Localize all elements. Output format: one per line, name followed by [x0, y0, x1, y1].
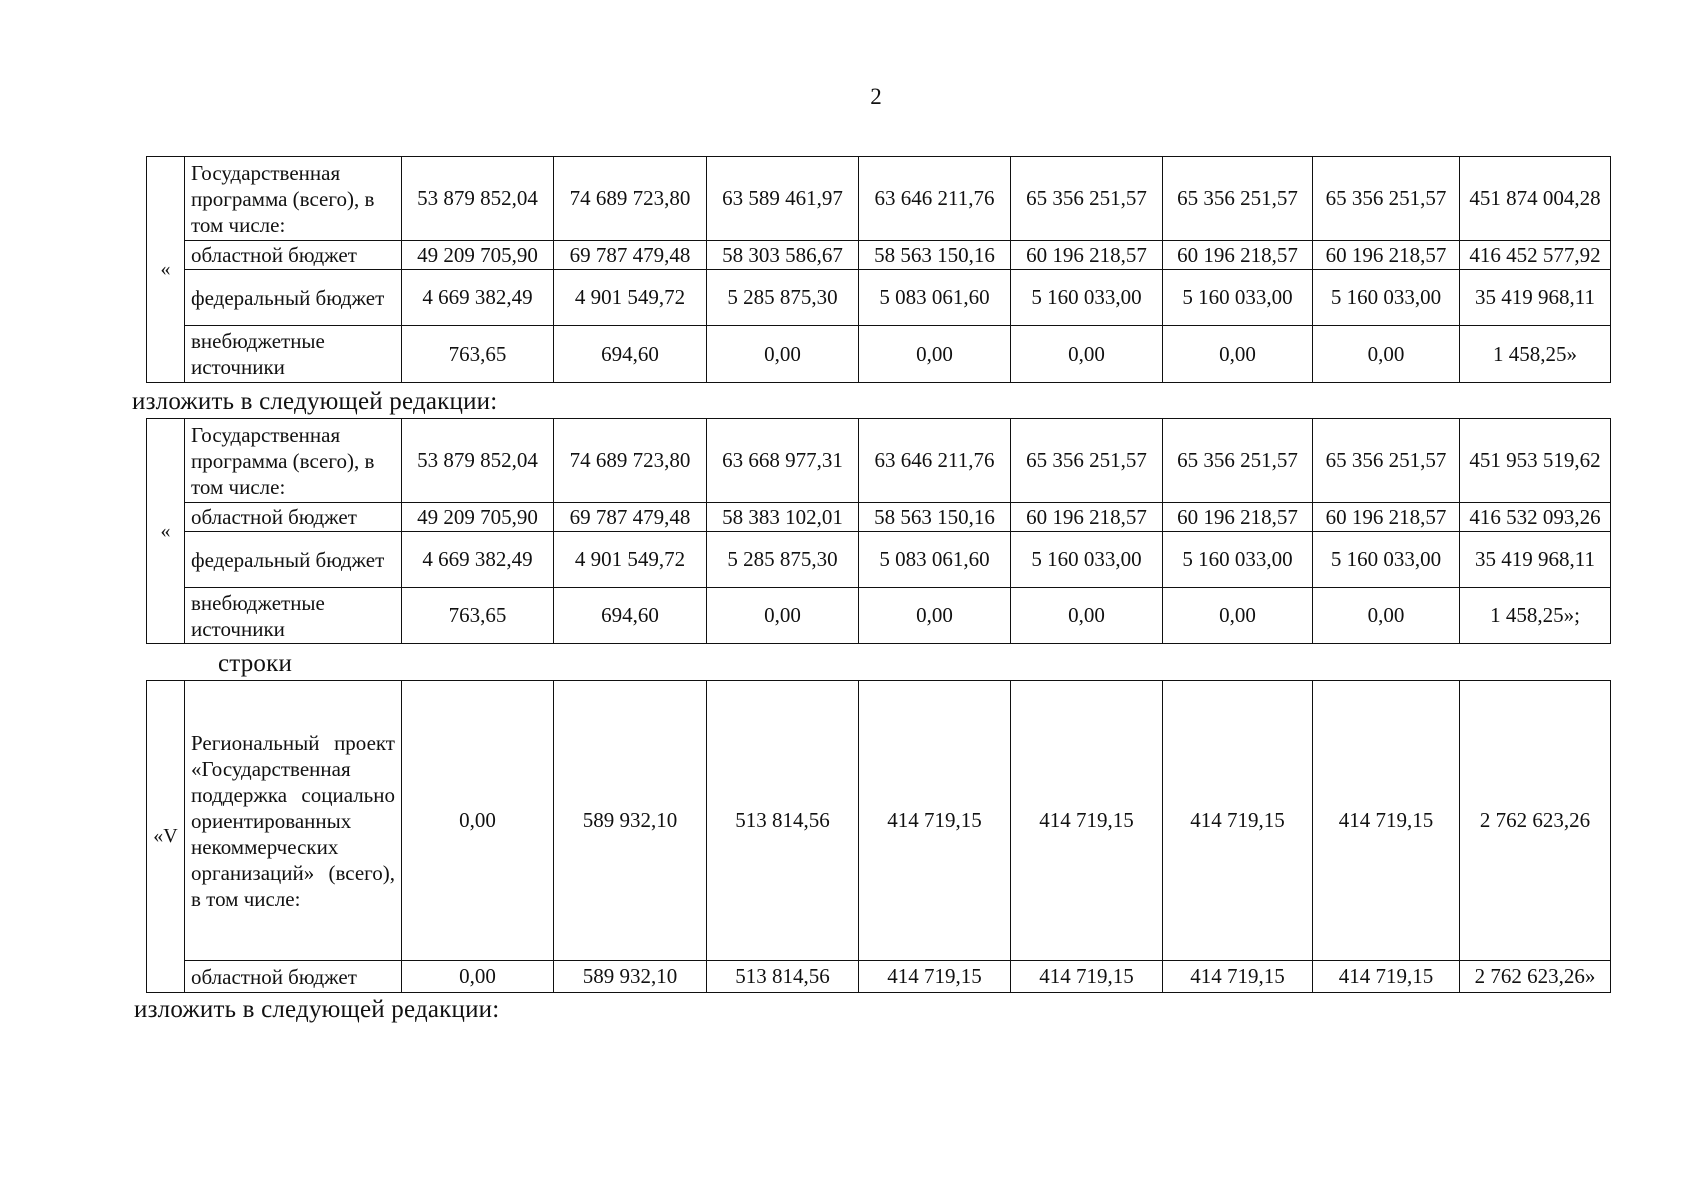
value-cell: 5 160 033,00: [1011, 532, 1163, 588]
value-cell: 58 563 150,16: [859, 503, 1011, 532]
value-cell: 513 814,56: [707, 681, 859, 961]
row-label: федеральный бюджет: [185, 532, 402, 588]
table-row: [147, 588, 1611, 644]
value-cell: 0,00: [1011, 326, 1163, 383]
value-cell: 69 787 479,48: [554, 503, 707, 532]
value-cell: 694,60: [554, 588, 707, 644]
table-row: [147, 157, 1611, 241]
row-label: Региональный проект «Государственная поддержка социально ориентированных некоммерческих организаций» (всего), в том числе:: [185, 681, 402, 961]
value-cell: 58 303 586,67: [707, 241, 859, 270]
instruction-text: изложить в следующей редакции:: [134, 996, 500, 1023]
value-cell: 49 209 705,90: [402, 503, 554, 532]
value-cell: 0,00: [1313, 588, 1460, 644]
budget-table-new: [146, 418, 1611, 644]
value-cell: 4 901 549,72: [554, 270, 707, 326]
opening-quote: «: [147, 419, 185, 644]
value-cell: 65 356 251,57: [1011, 157, 1163, 241]
total-cell: 35 419 968,11: [1460, 270, 1611, 326]
total-cell: 1 458,25»;: [1460, 588, 1611, 644]
value-cell: 5 083 061,60: [859, 532, 1011, 588]
value-cell: 414 719,15: [859, 961, 1011, 993]
value-cell: 63 589 461,97: [707, 157, 859, 241]
table-row: [147, 532, 1611, 588]
value-cell: 0,00: [707, 326, 859, 383]
value-cell: 63 646 211,76: [859, 419, 1011, 503]
row-label: областной бюджет: [185, 961, 402, 993]
value-cell: 74 689 723,80: [554, 157, 707, 241]
value-cell: 0,00: [859, 588, 1011, 644]
regional-project-table: [146, 680, 1611, 993]
value-cell: 414 719,15: [1163, 961, 1313, 993]
value-cell: 5 285 875,30: [707, 532, 859, 588]
table-row: [147, 241, 1611, 270]
value-cell: 589 932,10: [554, 681, 707, 961]
value-cell: 5 285 875,30: [707, 270, 859, 326]
total-cell: 416 532 093,26: [1460, 503, 1611, 532]
row-label: внебюджетные источники: [185, 588, 402, 644]
table-row: [147, 503, 1611, 532]
opening-quote: «V: [147, 681, 185, 993]
row-label: Государственная программа (всего), в том числе:: [185, 157, 402, 241]
value-cell: 58 563 150,16: [859, 241, 1011, 270]
value-cell: 0,00: [1313, 326, 1460, 383]
value-cell: 5 160 033,00: [1163, 270, 1313, 326]
value-cell: 414 719,15: [1163, 681, 1313, 961]
value-cell: 0,00: [402, 961, 554, 993]
value-cell: 414 719,15: [1313, 961, 1460, 993]
value-cell: 0,00: [1011, 588, 1163, 644]
total-cell: 2 762 623,26»: [1460, 961, 1611, 993]
value-cell: 60 196 218,57: [1313, 241, 1460, 270]
value-cell: 65 356 251,57: [1163, 157, 1313, 241]
value-cell: 513 814,56: [707, 961, 859, 993]
value-cell: 60 196 218,57: [1163, 241, 1313, 270]
value-cell: 763,65: [402, 588, 554, 644]
value-cell: 65 356 251,57: [1313, 419, 1460, 503]
value-cell: 74 689 723,80: [554, 419, 707, 503]
value-cell: 69 787 479,48: [554, 241, 707, 270]
row-label: областной бюджет: [185, 503, 402, 532]
value-cell: 414 719,15: [859, 681, 1011, 961]
value-cell: 5 083 061,60: [859, 270, 1011, 326]
value-cell: 4 669 382,49: [402, 270, 554, 326]
rows-word: строки: [218, 650, 293, 677]
value-cell: 65 356 251,57: [1163, 419, 1313, 503]
instruction-text: изложить в следующей редакции:: [132, 388, 498, 415]
value-cell: 694,60: [554, 326, 707, 383]
value-cell: 0,00: [1163, 588, 1313, 644]
row-label: областной бюджет: [185, 241, 402, 270]
value-cell: 60 196 218,57: [1011, 503, 1163, 532]
value-cell: 60 196 218,57: [1011, 241, 1163, 270]
total-cell: 2 762 623,26: [1460, 681, 1611, 961]
table-row: [147, 270, 1611, 326]
value-cell: 63 668 977,31: [707, 419, 859, 503]
row-label: внебюджетные источники: [185, 326, 402, 383]
value-cell: 0,00: [402, 681, 554, 961]
value-cell: 4 901 549,72: [554, 532, 707, 588]
table-row: [147, 961, 1611, 993]
value-cell: 414 719,15: [1313, 681, 1460, 961]
value-cell: 0,00: [859, 326, 1011, 383]
value-cell: 0,00: [1163, 326, 1313, 383]
value-cell: 63 646 211,76: [859, 157, 1011, 241]
value-cell: 53 879 852,04: [402, 157, 554, 241]
total-cell: 416 452 577,92: [1460, 241, 1611, 270]
row-label: федеральный бюджет: [185, 270, 402, 326]
value-cell: 589 932,10: [554, 961, 707, 993]
opening-quote: «: [147, 157, 185, 383]
value-cell: 5 160 033,00: [1313, 270, 1460, 326]
value-cell: 65 356 251,57: [1313, 157, 1460, 241]
table-row: [147, 419, 1611, 503]
value-cell: 414 719,15: [1011, 681, 1163, 961]
value-cell: 58 383 102,01: [707, 503, 859, 532]
budget-table-old: [146, 156, 1611, 383]
value-cell: 65 356 251,57: [1011, 419, 1163, 503]
value-cell: 763,65: [402, 326, 554, 383]
total-cell: 1 458,25»: [1460, 326, 1611, 383]
total-cell: 451 874 004,28: [1460, 157, 1611, 241]
page-number: 2: [870, 84, 882, 109]
value-cell: 60 196 218,57: [1163, 503, 1313, 532]
table-row: [147, 681, 1611, 961]
value-cell: 4 669 382,49: [402, 532, 554, 588]
value-cell: 53 879 852,04: [402, 419, 554, 503]
value-cell: 60 196 218,57: [1313, 503, 1460, 532]
total-cell: 35 419 968,11: [1460, 532, 1611, 588]
value-cell: 0,00: [707, 588, 859, 644]
row-label: Государственная программа (всего), в том числе:: [185, 419, 402, 503]
total-cell: 451 953 519,62: [1460, 419, 1611, 503]
table-row: [147, 326, 1611, 383]
value-cell: 49 209 705,90: [402, 241, 554, 270]
value-cell: 414 719,15: [1011, 961, 1163, 993]
value-cell: 5 160 033,00: [1313, 532, 1460, 588]
value-cell: 5 160 033,00: [1011, 270, 1163, 326]
value-cell: 5 160 033,00: [1163, 532, 1313, 588]
